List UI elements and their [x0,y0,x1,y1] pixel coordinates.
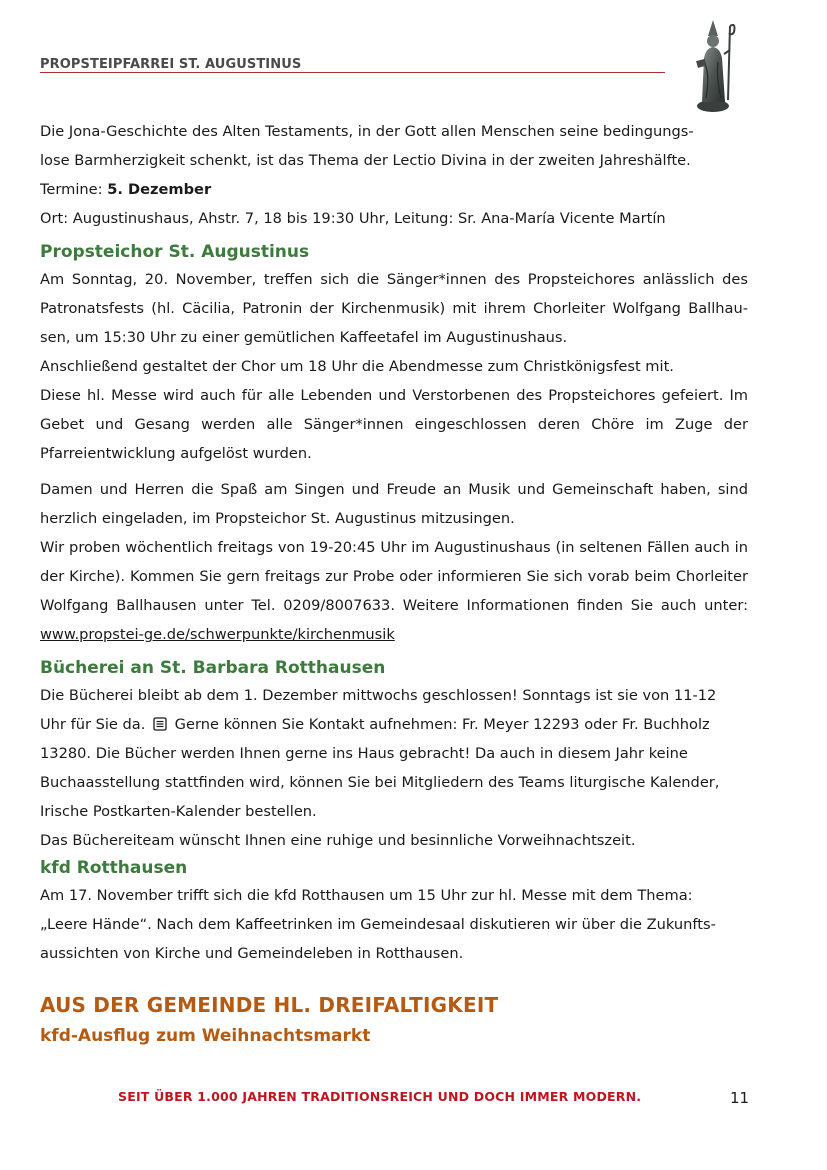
page-number: 11 [730,1089,750,1107]
intro-ort: Ort: Augustinushaus, Ahstr. 7, 18 bis 19:30 Uhr, Leitung: Sr. Ana-María Vicente Martín [40,210,666,227]
kfd-line-2: „Leere Hände“. Nach dem Kaffeetrinken im Gemeindesaal diskutieren wir über die Zukunfts- [40,916,716,933]
kfd-line-3: aussichten von Kirche und Gemeindeleben in Rotthausen. [40,945,464,962]
kfd-heading: kfd Rotthausen [40,858,188,878]
buecherei-line-2a: Uhr für Sie da. [40,716,151,733]
propsteichor-para-4: Damen und Herren die Spaß am Singen und Freude an Musik und Gemeinschaft haben, sind herzlich eingeladen, im Propsteichor St. Augustinus mitzusingen. [40,481,748,527]
intro-section [40,117,748,233]
intro-line-2: lose Barmherzigkeit schenkt, ist das Thema der Lectio Divina in der zweiten Jahreshälfte. [40,152,691,169]
kfd-line-1: Am 17. November trifft sich die kfd Rotthausen um 15 Uhr zur hl. Messe mit dem Thema: [40,887,693,904]
buecherei-line-4: Buchaasstellung stattfinden wird, können Sie bei Mitgliedern des Teams liturgische Kalender, [40,774,720,791]
buecherei-line-3: 13280. Die Bücher werden Ihnen gerne ins Haus gebracht! Da auch in diesem Jahr keine [40,745,688,762]
buecherei-line-2b: Gerne können Sie Kontakt aufnehmen: Fr. Meyer 12293 oder Fr. Buchholz [170,716,710,733]
footer-slogan: SEIT ÜBER 1.000 JAHREN TRADITIONSREICH UND DOCH IMMER MODERN. [118,1089,642,1104]
buecherei-line-5: Irische Postkarten-Kalender bestellen. [40,803,317,820]
buecherei-line-6: Das Büchereiteam wünscht Ihnen eine ruhige und besinnliche Vorweihnachtszeit. [40,832,636,849]
propsteichor-para-5 [40,533,748,649]
header-divider [40,72,665,73]
main-content [40,117,748,1050]
buecherei-heading: Bücherei an St. Barbara Rotthausen [40,658,386,678]
header-title: PROPSTEIPFARREI ST. AUGUSTINUS [40,57,302,72]
buecherei-line-1: Die Bücherei bleibt ab dem 1. Dezember mittwochs geschlossen! Sonntags ist sie von 11-12 [40,687,717,704]
propsteichor-para-3: Diese hl. Messe wird auch für alle Lebenden und Verstorbenen des Propsteichores gefeiert. Im Gebet und Gesang werden alle Sänger*innen eingeschlossen deren Chöre im Zuge der Pfarreientwicklung aufgelöst wurden. [40,387,748,462]
dreifaltigkeit-subheading: kfd-Ausflug zum Weihnachtsmarkt [40,1026,371,1046]
intro-termine [40,175,748,204]
paragraph-gap [40,468,748,475]
book-icon [152,716,168,732]
intro-line-1: Die Jona-Geschichte des Alten Testaments, in der Gott allen Menschen seine bedingungs- [40,123,694,140]
kirchenmusik-link[interactable]: www.propstei-ge.de/schwerpunkte/kirchenmusik [40,626,395,643]
propsteichor-heading: Propsteichor St. Augustinus [40,242,310,262]
propsteichor-para-1: Am Sonntag, 20. November, treffen sich die Sänger*innen des Propsteichores anlässlich des Patronatsfests (hl. Cäcilia, Patronin der Kirchenmusik) mit ihrem Chorleiter Wolfgang Ballhau-sen, um 15:30 Uhr zu einer gemütlichen Kaffeetafel im Augustinushaus. [40,271,748,346]
termine-label: Termine: [40,181,108,198]
buecherei-line-2 [40,710,748,739]
dreifaltigkeit-heading: AUS DER GEMEINDE HL. DREIFALTIGKEIT [40,993,499,1017]
termine-date: 5. Dezember [107,181,212,198]
propsteichor-para-2: Anschließend gestaltet der Chor um 18 Uhr die Abendmesse zum Christkönigsfest mit. [40,358,674,375]
saint-statue-icon [688,14,742,114]
propsteichor-para-5-text: Wir proben wöchentlich freitags von 19-20:45 Uhr im Augustinushaus (in seltenen Fällen auch in der Kirche). Kommen Sie gern freitags zur Probe oder informieren Sie sich vorab beim Chorleiter Wolfgang Ballhausen unter Tel. 0209/8007633. Weitere Informationen finden Sie auch unter: [40,539,748,614]
